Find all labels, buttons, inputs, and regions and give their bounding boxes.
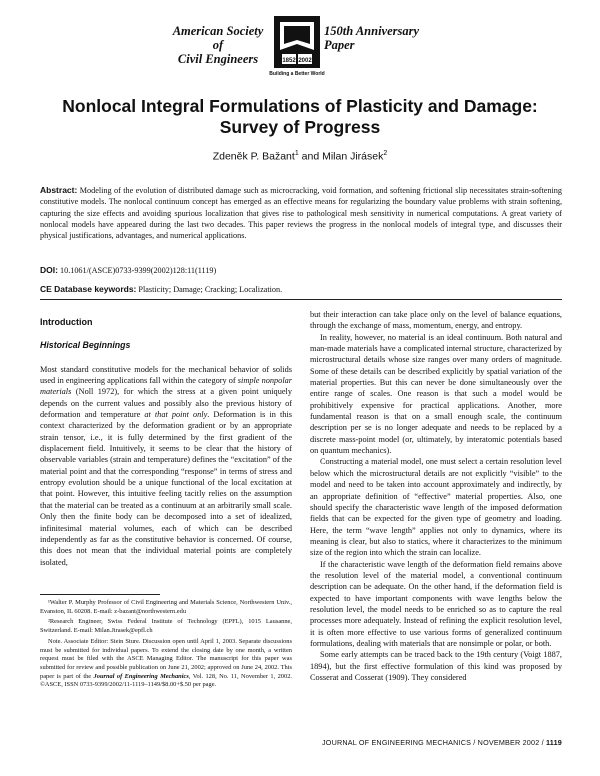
year-left: 1852 <box>282 58 296 64</box>
section-divider <box>40 299 562 300</box>
body-paragraph: Most standard constitutive models for the mechanical behavior of solids used in engineering applications fall within the category of simple nonpolar materials (Noll 1972), for which the stress at a given point uniquely depends on the current values and possibly also the previous history of deformation and temperature at that point only. Deformation is in this context characterized by the deformation gradient or by an appropriate strain tensor, i.e., it is fully determined by the first gradient of the displacement field. Intuitively, it seems to be clear that the history of observable variables (strain and temperature) defines the “excitation” of the material point and that the corresponding “response” in terms of stress and entropy evolution should be a unique functional of the local excitation at that point. However, this intuitive feeling tacitly relies on the assumption that the material can be treated as a continuum at an arbitrarily small scale. Only then the finite body can be decomposed into a set of idealized, infinitesimal material volumes, each of which can be described independently as far as the constitutive behavior is concerned. Of course, this does not mean that the individual material points are completely isolated, <box>40 364 292 567</box>
body-paragraph: Constructing a material model, one must select a certain resolution level below which the microstructural details are not explicitly “visible” to the model and need to be taken into account approximately and indirectly, by an appropriate definition of “effective” material properties. Also, one should specify the characteristic wave length of the imposed deformation fields that can be expected for the given type of geometry and loading. Here, the term “wave length” applies not only to dynamics, where its meaning is clear, but also to statics, where it characterizes to the minimum size of the region into which the strain can localize. <box>310 457 562 558</box>
abstract-text: Modeling of the evolution of distributed damage such as microcracking, void formation, and softening frictional slip necessitates strain-softening constitutive models. The nonlocal continuum concept has emerged as an effective means for regularizing the boundary value problems with strain softening, capturing the size effects and avoiding spurious localization that gives rise to pathological mesh sensitivity in numerical computations. A great variety of nonlocal models have appeared during the last two decades. This paper reviews the progress in the nonlocal models of integral type, and discusses their physical justifications, advantages, and numerical applications. <box>40 186 562 241</box>
author-2: Milan Jirásek <box>322 150 384 163</box>
paper-title: Nonlocal Integral Formulations of Plasticity and Damage: Survey of Progress <box>62 96 538 137</box>
editorial-note: Note. Associate Editor: Stein Sture. Discussion open until April 1, 2003. Separate discussions must be submitted for individual papers. To extend the closing date by one month, a written request must be filed with the ASCE Managing Editor. The manuscript for this paper was submitted for review and possible publication on June 21, 2002; approved on June 24, 2002. This paper is part of the Journal of Engineering Mechanics, Vol. 128, No. 11, November 1, 2002. ©ASCE, ISSN 0733-9399/2002/11-1119–1149/$8.00+$.50 per page. <box>40 637 292 689</box>
subsection-heading: Historical Beginnings <box>40 340 131 351</box>
year-right: 2002 <box>298 58 312 64</box>
keywords-value: Plasticity; Damage; Cracking; Localization. <box>138 285 283 294</box>
author-line: Zdeněk P. Bažant$^1$ and Milan Jirásek$^2$ <box>212 150 388 163</box>
anniversary-label: 150th Anniversary Paper <box>324 24 420 52</box>
body-paragraph: If the characteristic wave length of the deformation field remains above the resolution level of the material model, a conventional continuum description can be adequate. On the other hand, if the deformation field is expected to have important components with wave lengths below the resolution level, the model needs to be enriched so as to capture the real processes more adequately. Instead of refining the explicit resolution level, it is often more effective to use various forms of generalized continuum formulations, dealing with materials that are nonsimple or polar, or both. <box>310 559 562 648</box>
footnote-divider <box>40 594 160 595</box>
body-paragraph: In reality, however, no material is an ideal continuum. Both natural and man-made materials have a complicated internal structure, characterized by microstructural details whose size ranges over many orders of magnitude. Some of these details can be described explicitly by spatial variation of the material properties. But this can never be done simultaneously over the entire range of scales. One reason is that such a model would be prohibitively expensive for practical applications. Another, more fundamental reason is that on a small enough scale, the continuum description per se is no longer adequate and needs to be replaced by a discrete mass-point model (or, ultimately, by interatomic potentials based on quantum mechanics). <box>310 332 562 456</box>
asce-anniversary-logo <box>166 14 434 86</box>
left-column <box>40 309 292 568</box>
body-paragraph: but their interaction can take place only on the level of balance equations, through the exchange of mass, momentum, energy, and entropy. <box>310 310 562 331</box>
author-1: Zdeněk P. Bažant <box>212 150 295 163</box>
footnote-1: ¹Walter P. Murphy Professor of Civil Engineering and Materials Science, Northwestern Univ., Evanston, IL 60208. E-mail: z-bazant@northwestern.edu <box>40 599 292 615</box>
asce-emblem-icon <box>272 14 322 70</box>
page-number: 1119 <box>546 738 562 747</box>
right-column <box>310 309 562 683</box>
logo-tagline: Building a Better World <box>269 71 325 77</box>
footnote-2: ²Research Engineer, Swiss Federal Institute of Technology (EPFL), 1015 Lausanne, Switzerland. E-mail: Milan.Jirasek@epfl.ch <box>40 618 292 635</box>
abstract-label: Abstract: <box>40 185 78 195</box>
society-name: American Society of Civil Engineers <box>172 24 264 66</box>
doi-value: 10.1061/(ASCE)0733-9399(2002)128:11(1119) <box>60 266 217 275</box>
doi-line: DOI: 10.1061/(ASCE)0733-9399(2002)128:11(1119) <box>40 265 217 275</box>
running-footer: JOURNAL OF ENGINEERING MECHANICS / NOVEMBER 2002 / 1119 <box>321 738 562 747</box>
keywords-line: CE Database keywords: Plasticity; Damage; Cracking; Localization. <box>40 284 283 294</box>
section-heading: Introduction <box>40 317 93 327</box>
footnotes <box>40 599 292 692</box>
abstract <box>40 185 562 241</box>
body-paragraph: Some early attempts can be traced back to the 19th century (Voigt 1887, 1894), but the first effective formulation of this kind was proposed by Cosserat and Cosserat (1909). They considered <box>310 650 562 682</box>
